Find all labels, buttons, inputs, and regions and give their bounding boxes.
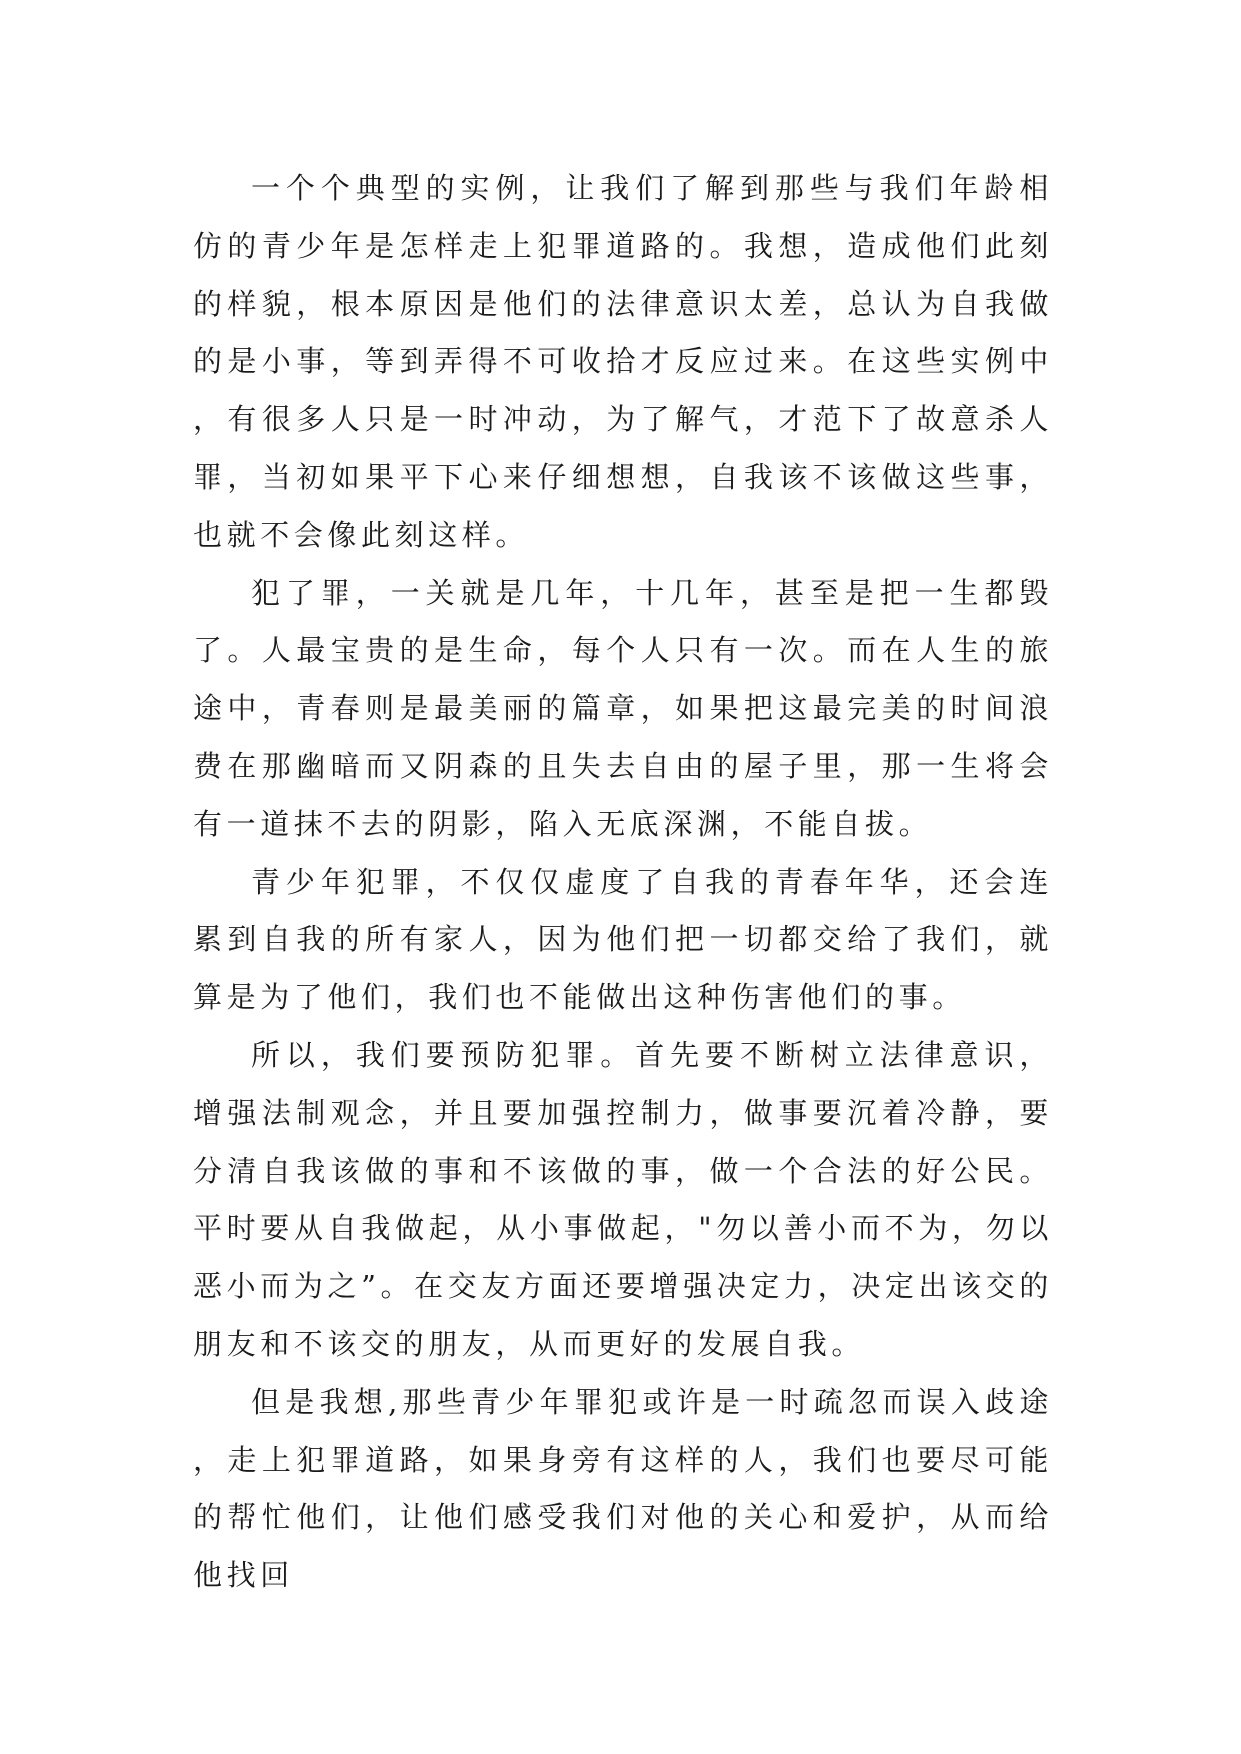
paragraph-1: 一个个典型的实例，让我们了解到那些与我们年龄相仿的青少年是怎样走上犯罪道路的。我想，造成他们此刻的样貌，根本原因是他们的法律意识太差，总认为自我做的是小事，等到弄得不可收拾才反应过来。在这些实例中，有很多人只是一时冲动，为了解气，才范下了故意杀人罪，当初如果平下心来仔细想想，自我该不该做这些事，也就不会像此刻这样。 — [193, 171, 1053, 552]
paragraph-5: 但是我想,那些青少年罪犯或许是一时疏忽而误入歧途，走上犯罪道路，如果身旁有这样的人，我们也要尽可能的帮忙他们，让他们感受我们对他的关心和爱护，从而给他找回 — [193, 1384, 1053, 1593]
paragraph-2: 犯了罪，一关就是几年，十几年，甚至是把一生都毁了。人最宝贵的是生命，每个人只有一次。而在人生的旅途中，青春则是最美丽的篇章，如果把这最完美的时间浪费在那幽暗而又阴森的且失去自由的屋子里，那一生将会有一道抹不去的阴影，陷入无底深渊，不能自拔。 — [193, 575, 1053, 841]
paragraph-3: 青少年犯罪，不仅仅虚度了自我的青春年华，还会连累到自我的所有家人，因为他们把一切都交给了我们，就算是为了他们，我们也不能做出这种伤害他们的事。 — [193, 864, 1053, 1015]
document-body — [193, 160, 1053, 1605]
paragraph-4: 所以，我们要预防犯罪。首先要不断树立法律意识，增强法制观念，并且要加强控制力，做事要沉着冷静，要分清自我该做的事和不该做的事，做一个合法的好公民。平时要从自我做起，从小事做起，"勿以善小而不为，勿以恶小而为之”。在交友方面还要增强决定力，决定出该交的朋友和不该交的朋友，从而更好的发展自我。 — [193, 1037, 1053, 1361]
